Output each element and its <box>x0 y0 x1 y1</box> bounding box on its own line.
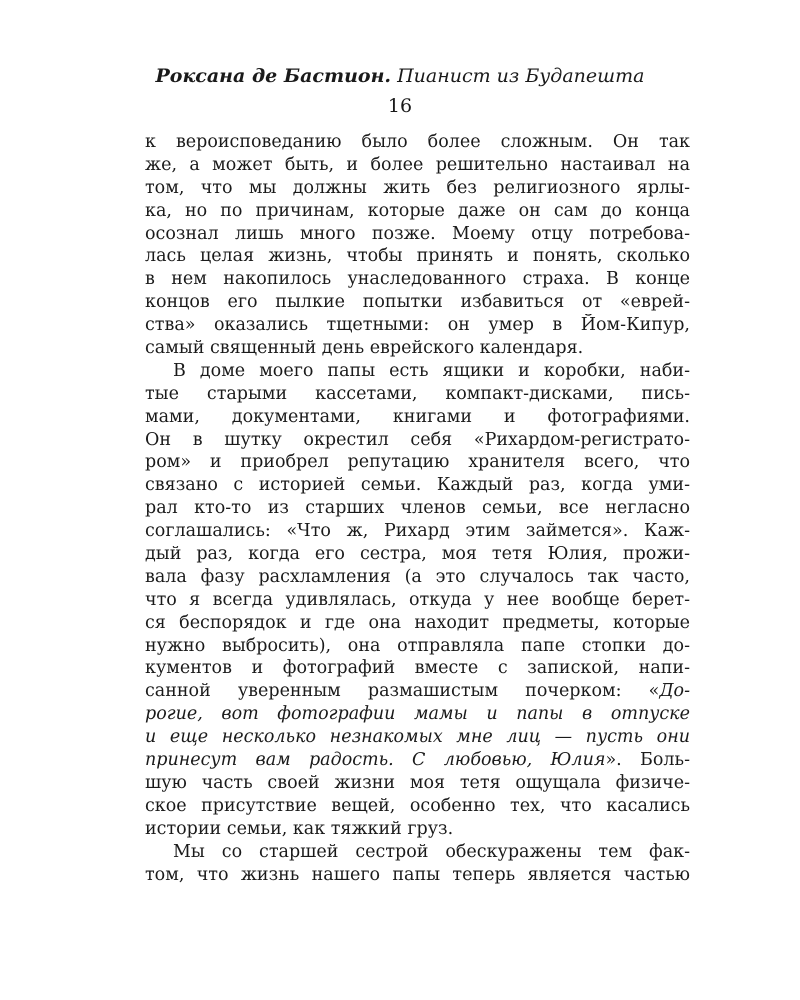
body-text <box>145 131 690 886</box>
text-line: кументов и фотографий вместе с запиской, напи- <box>145 658 690 679</box>
text-line: том, что жизнь нашего папы теперь является частью <box>145 864 690 885</box>
text-line: соглашались: «Что ж, Рихард этим займется». Каж- <box>145 521 690 542</box>
text-line: же, а может быть, и более решительно настаивал на <box>145 154 690 175</box>
text-line: ства» оказались тщетными: он умер в Йом-Кипур, <box>145 315 690 336</box>
text-line: Мы со старшей сестрой обескуражены тем фак- <box>173 841 690 862</box>
text-line: ся беспорядок и где она находит предметы, которые <box>145 612 690 633</box>
text-line: дый раз, когда его сестра, моя тетя Юлия, прожи- <box>145 544 690 565</box>
text-line: В доме моего папы есть ящики и коробки, наби- <box>173 360 690 381</box>
text-line: мами, документами, книгами и фотографиями. <box>145 406 690 427</box>
text-line: рал кто-то из старших членов семьи, все негласно <box>145 498 690 519</box>
text-line: истории семьи, как тяжкий груз. <box>145 818 454 839</box>
text-line: санной уверенным размашистым почерком: «До- <box>145 681 690 702</box>
header-title: Пианист из Будапешта <box>397 65 645 87</box>
text-line: Он в шутку окрестил себя «Рихардом-регистрато- <box>145 429 690 450</box>
text-line: ром» и приобрел репутацию хранителя всего, что <box>145 452 690 473</box>
page-number: 16 <box>387 95 413 117</box>
text-line: том, что мы должны жить без религиозного ярлы- <box>145 177 690 198</box>
text-line: нужно выбросить), она отправляла папе стопки до- <box>145 635 690 656</box>
text-line: лась целая жизнь, чтобы принять и понять, сколько <box>145 246 690 267</box>
text-line: самый священный день еврейского календаря. <box>145 338 584 359</box>
text-line: рогие, вот фотографии мамы и папы в отпуске <box>145 704 690 725</box>
text-line: ское присутствие вещей, особенно тех, что касались <box>145 795 690 816</box>
text-line: и еще несколько незнакомых мне лиц — пусть они <box>145 727 690 748</box>
text-line: концов его пылкие попытки избавиться от «еврей- <box>145 292 690 313</box>
header-author: Роксана де Бастион. <box>155 65 392 87</box>
text-line: ка, но по причинам, которые даже он сам до конца <box>145 200 690 221</box>
text-line: шую часть своей жизни моя тетя ощущала физиче- <box>145 772 690 793</box>
text-line: связано с историей семьи. Каждый раз, когда уми- <box>145 475 690 496</box>
text-line: к вероисповеданию было более сложным. Он так <box>145 132 690 152</box>
text-line: что я всегда удивлялась, откуда у нее вообще берет- <box>145 589 690 610</box>
text-line: вала фазу расхламления (а это случалось так часто, <box>145 566 690 587</box>
text-line: осознал лишь много позже. Моему отцу потребова- <box>145 223 690 244</box>
text-line: тые старыми кассетами, компакт-дисками, пись- <box>145 383 690 404</box>
text-line: принесут вам радость. С любовью, Юлия». Боль- <box>145 750 690 771</box>
text-line: в нем накопилось унаследованного страха. В конце <box>145 269 690 290</box>
running-head <box>0 64 800 88</box>
